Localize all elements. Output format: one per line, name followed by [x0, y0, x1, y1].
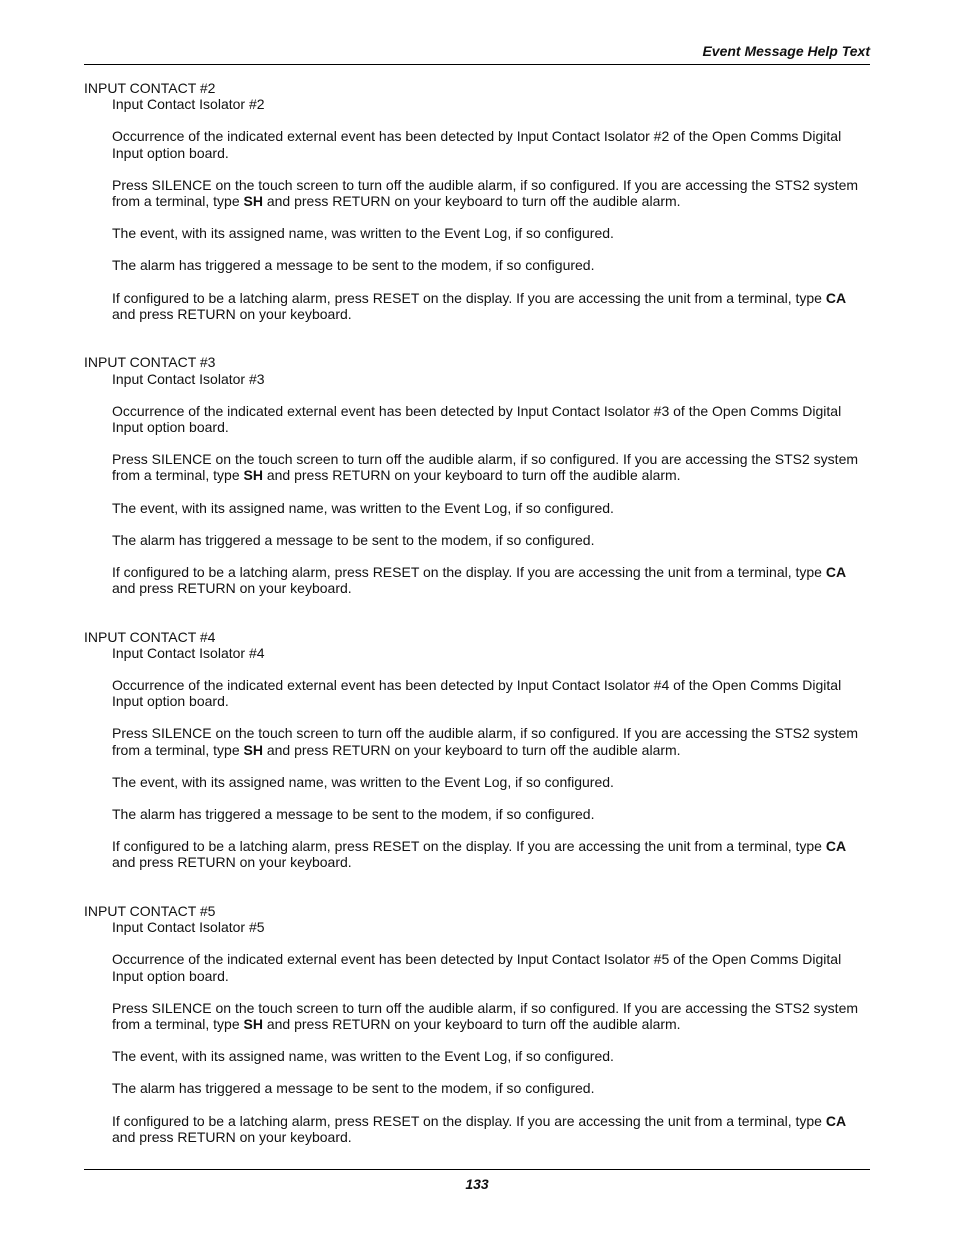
section-input-contact-4 — [84, 629, 870, 903]
header-rule — [84, 64, 870, 65]
latching-text-after: and press RETURN on your keyboard. — [112, 305, 352, 322]
modem-paragraph: The alarm has triggered a message to be sent to the modem, if so configured. — [112, 806, 595, 823]
silence-text-after: and press RETURN on your keyboard to turn off the audible alarm. — [262, 193, 681, 210]
latching-text-after: and press RETURN on your keyboard. — [112, 854, 352, 871]
silence-text-before: Press SILENCE on the touch screen to turn off the audible alarm, if so configured. If you are accessing the STS2 system from a terminal, type — [112, 999, 859, 1032]
running-header-title: Event Message Help Text — [702, 43, 870, 59]
silence-paragraph — [112, 1000, 870, 1032]
silence-text-before: Press SILENCE on the touch screen to turn off the audible alarm, if so configured. If you are accessing the STS2 system from a terminal, type — [112, 176, 859, 210]
section-subtitle: Input Contact Isolator #2 — [112, 96, 265, 113]
latching-text-after: and press RETURN on your keyboard. — [112, 1128, 352, 1145]
latching-command: CA — [825, 1112, 847, 1129]
event-log-paragraph: The event, with its assigned name, was written to the Event Log, if so configured. — [112, 773, 614, 790]
event-log-paragraph: The event, with its assigned name, was written to the Event Log, if so configured. — [112, 499, 614, 516]
latching-paragraph — [112, 564, 870, 596]
occurrence-paragraph: Occurrence of the indicated external event has been detected by Input Contact Isolator #2 of the Open Comms Digital Input option board. — [112, 128, 842, 161]
latching-text-before: If configured to be a latching alarm, press RESET on the display. If you are accessing the unit from a terminal, type — [112, 563, 826, 580]
section-heading: INPUT CONTACT #5 — [84, 902, 216, 919]
section-body — [84, 371, 870, 597]
silence-paragraph — [112, 177, 870, 209]
silence-command: SH — [243, 1015, 263, 1032]
latching-text-before: If configured to be a latching alarm, press RESET on the display. If you are accessing the unit from a terminal, type — [112, 1112, 826, 1129]
occurrence-paragraph: Occurrence of the indicated external event has been detected by Input Contact Isolator #4 of the Open Comms Digital Input option board. — [112, 677, 842, 710]
section-input-contact-2 — [84, 80, 870, 354]
silence-paragraph — [112, 725, 870, 757]
footer-rule — [84, 1169, 870, 1170]
silence-text-before: Press SILENCE on the touch screen to turn off the audible alarm, if so configured. If you are accessing the STS2 system from a terminal, type — [112, 451, 859, 484]
silence-command: SH — [243, 193, 263, 210]
silence-text-before: Press SILENCE on the touch screen to turn off the audible alarm, if so configured. If you are accessing the STS2 system from a terminal, type — [112, 725, 859, 758]
section-body — [84, 645, 870, 871]
section-input-contact-5 — [84, 903, 870, 1177]
silence-text-after: and press RETURN on your keyboard to turn off the audible alarm. — [262, 741, 681, 758]
event-log-paragraph: The event, with its assigned name, was written to the Event Log, if so configured. — [112, 1048, 614, 1065]
section-body — [84, 919, 870, 1145]
modem-paragraph: The alarm has triggered a message to be sent to the modem, if so configured. — [112, 531, 595, 548]
section-subtitle: Input Contact Isolator #5 — [112, 919, 265, 936]
section-input-contact-3 — [84, 354, 870, 628]
section-heading: INPUT CONTACT #2 — [84, 80, 216, 96]
page-number: 133 — [465, 1176, 489, 1192]
section-subtitle: Input Contact Isolator #3 — [112, 370, 265, 387]
latching-paragraph — [112, 838, 870, 870]
latching-command: CA — [825, 289, 847, 306]
silence-command: SH — [243, 467, 263, 484]
latching-paragraph — [112, 290, 870, 322]
latching-command: CA — [825, 563, 847, 580]
silence-paragraph — [112, 451, 870, 483]
section-heading: INPUT CONTACT #4 — [84, 628, 216, 645]
occurrence-paragraph: Occurrence of the indicated external event has been detected by Input Contact Isolator #5 of the Open Comms Digital Input option board. — [112, 951, 842, 984]
occurrence-paragraph: Occurrence of the indicated external event has been detected by Input Contact Isolator #3 of the Open Comms Digital Input option board. — [112, 402, 842, 435]
latching-text-after: and press RETURN on your keyboard. — [112, 580, 352, 597]
modem-paragraph: The alarm has triggered a message to be sent to the modem, if so configured. — [112, 257, 595, 274]
latching-text-before: If configured to be a latching alarm, press RESET on the display. If you are accessing the unit from a terminal, type — [112, 838, 826, 855]
latching-command: CA — [825, 838, 847, 855]
section-subtitle: Input Contact Isolator #4 — [112, 644, 265, 661]
silence-text-after: and press RETURN on your keyboard to turn off the audible alarm. — [262, 467, 681, 484]
silence-command: SH — [243, 741, 263, 758]
page-content — [84, 80, 870, 1177]
latching-text-before: If configured to be a latching alarm, press RESET on the display. If you are accessing the unit from a terminal, type — [112, 289, 826, 306]
event-log-paragraph: The event, with its assigned name, was written to the Event Log, if so configured. — [112, 225, 614, 242]
section-heading: INPUT CONTACT #3 — [84, 354, 216, 371]
section-body — [84, 96, 870, 322]
latching-paragraph — [112, 1113, 870, 1145]
modem-paragraph: The alarm has triggered a message to be sent to the modem, if so configured. — [112, 1080, 595, 1097]
silence-text-after: and press RETURN on your keyboard to turn off the audible alarm. — [262, 1015, 681, 1032]
